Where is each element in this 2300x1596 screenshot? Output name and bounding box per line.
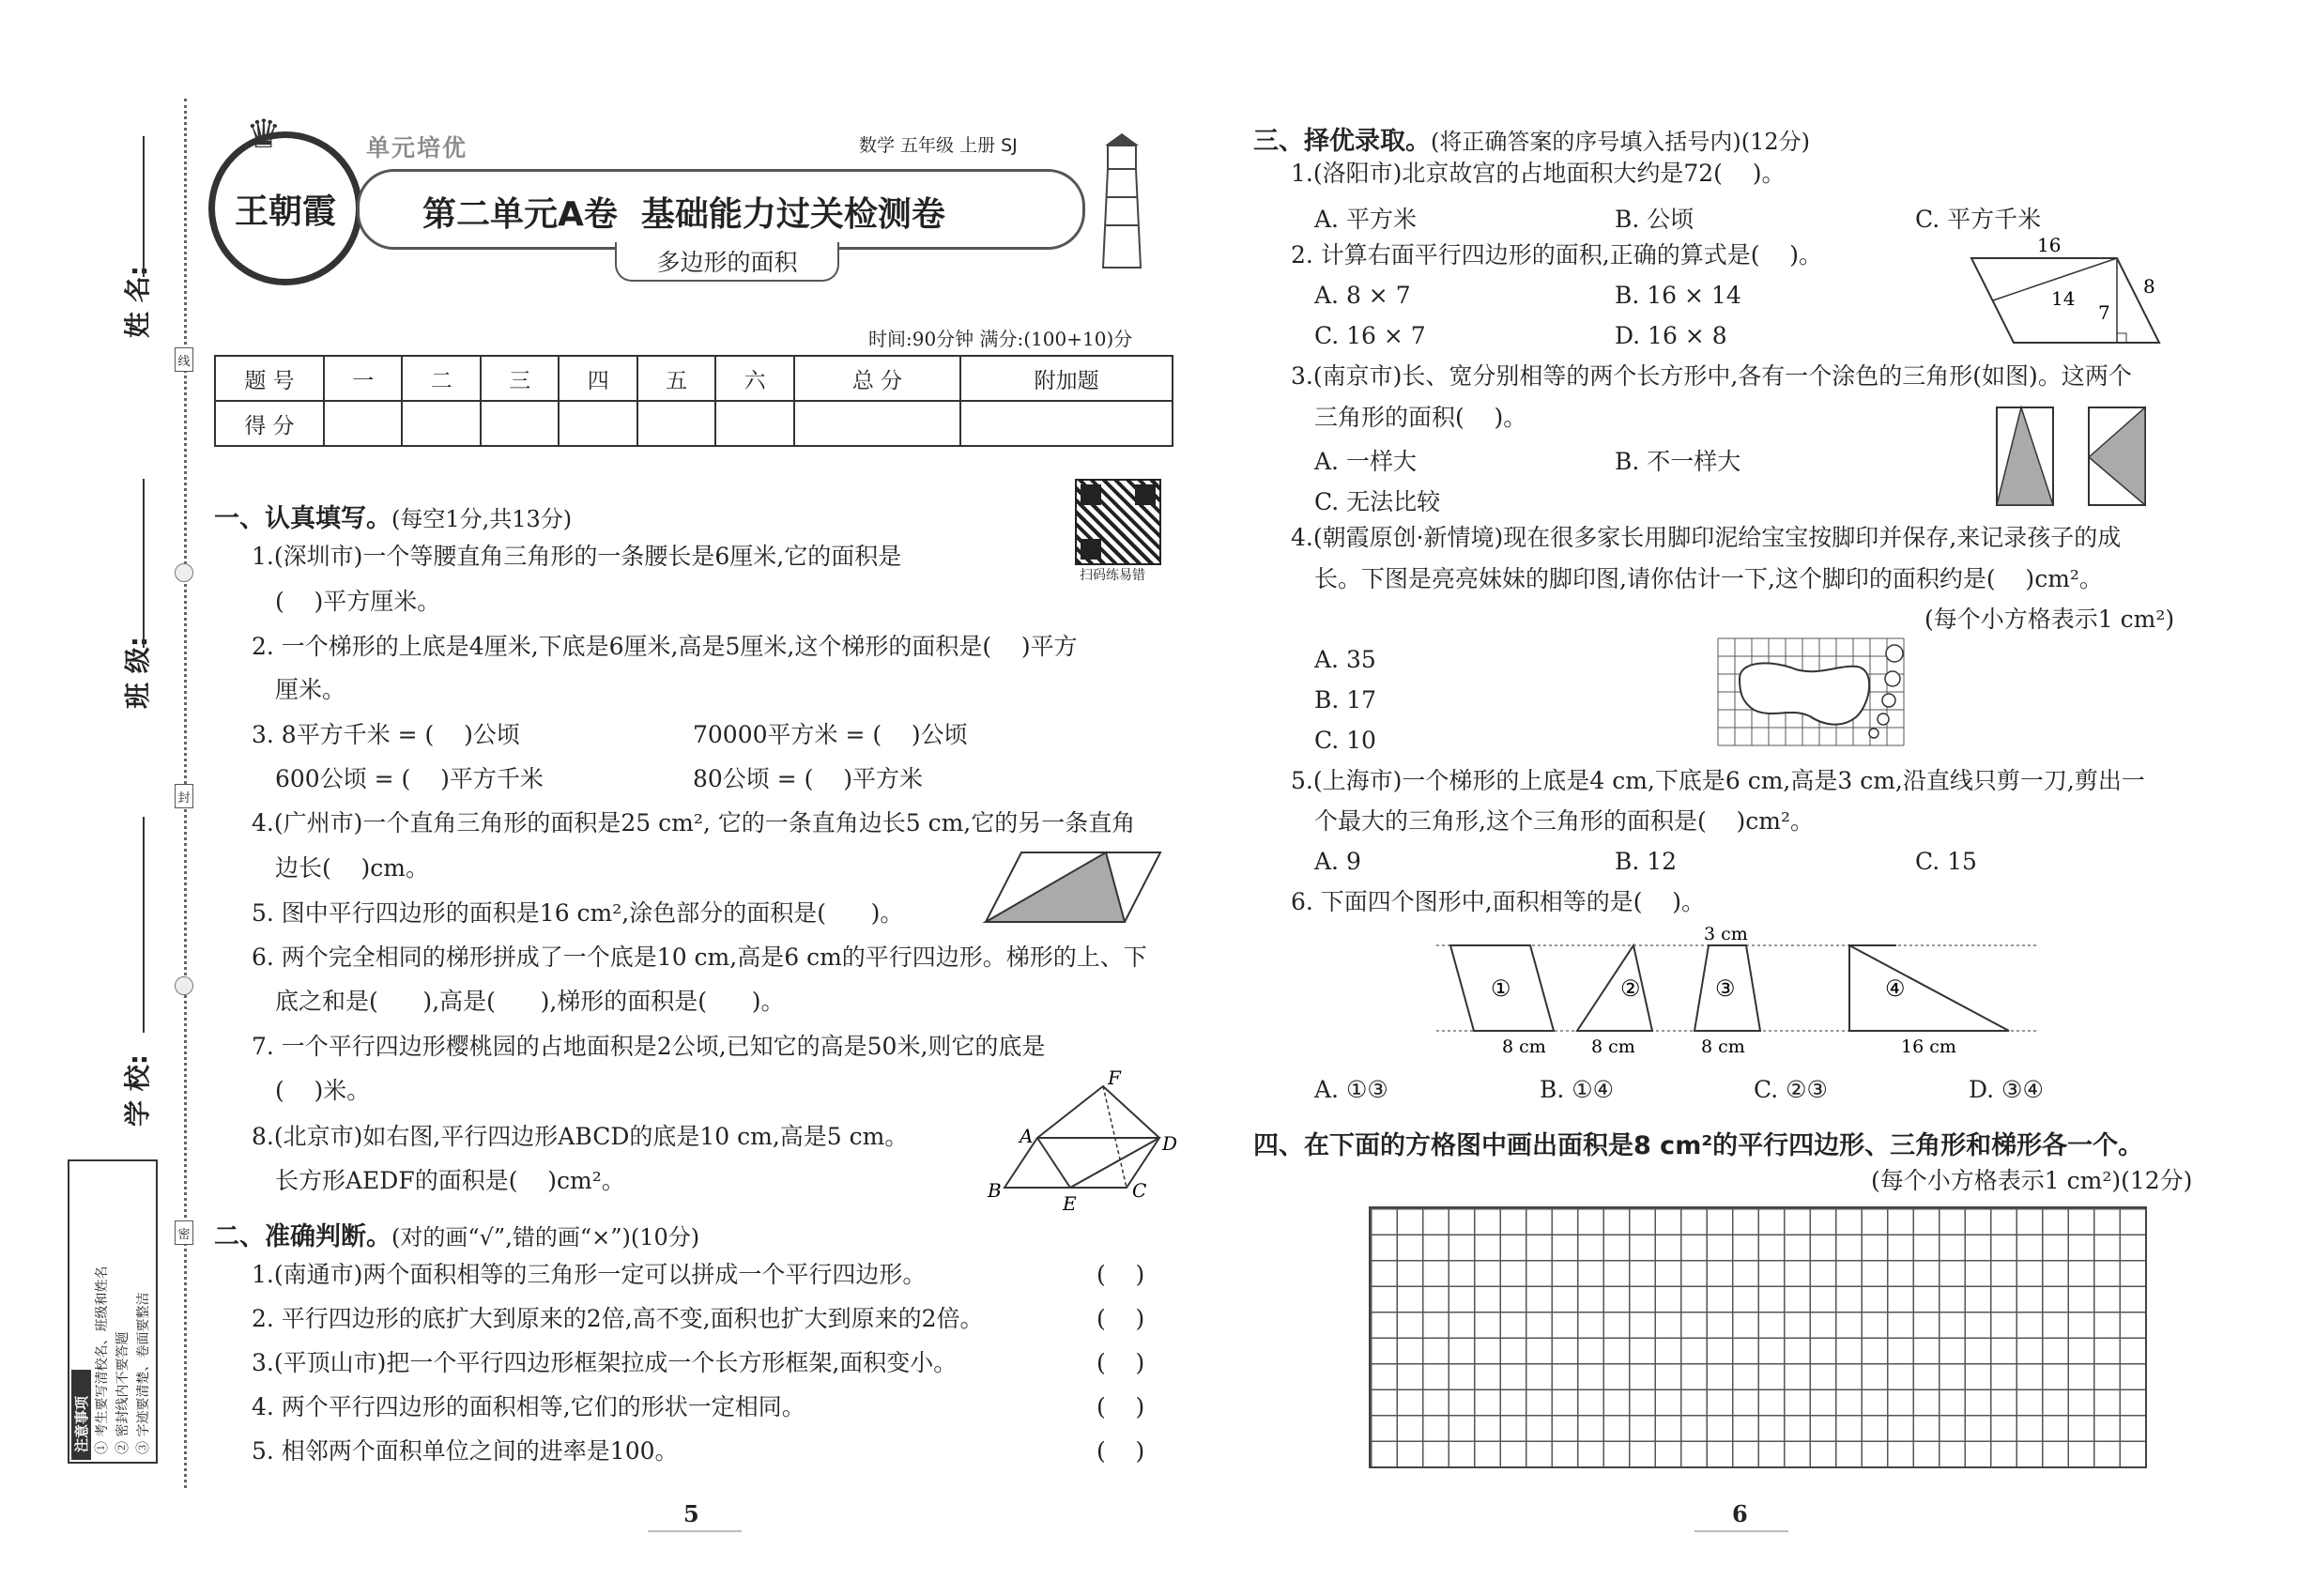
s3-q6-option: B. ①④: [1540, 1076, 1615, 1103]
score-value-row: [215, 401, 1173, 446]
s3-q3: 三角形的面积( )。: [1314, 404, 1527, 431]
s3-q6-option: A. ①③: [1314, 1076, 1388, 1103]
drawing-grid[interactable]: [1369, 1206, 2147, 1468]
notice-title: 注意事项: [71, 1370, 91, 1460]
fig8-label: D: [1162, 1132, 1178, 1155]
fig8-label: B: [988, 1179, 1002, 1202]
q6-bottom-label: 8 cm: [1591, 1036, 1635, 1057]
s3-q2-option: C. 16 × 7: [1314, 322, 1426, 349]
score-input-cell[interactable]: [637, 401, 715, 446]
footprint-grid-figure: [1716, 637, 1913, 747]
q6-bottom-label: 8 cm: [1701, 1036, 1745, 1057]
score-cell: 附加题: [960, 356, 1173, 401]
s3-q4-option: B. 17: [1314, 686, 1377, 714]
s3-q3-option: B. 不一样大: [1615, 448, 1741, 475]
section3-points: (将正确答案的序号填入括号内)(12分): [1431, 129, 1810, 155]
s3-q6-option: D. ③④: [1969, 1076, 2044, 1103]
s3-q4-note: (每个小方格表示1 cm²): [1924, 606, 2175, 633]
s1-q4: 边长( )cm。: [275, 854, 430, 882]
s1-q7: ( )米。: [275, 1077, 371, 1104]
s3-q4-option: A. 35: [1314, 646, 1376, 673]
class-line: [143, 479, 145, 648]
s3-q4-option: C. 10: [1314, 727, 1376, 754]
s3-q3: 3.(南京市)长、宽分别相等的两个长方形中,各有一个涂色的三角形(如图)。这两个: [1291, 362, 2132, 390]
school-label: 学 校:: [122, 1054, 153, 1127]
qr-code: [1075, 479, 1161, 565]
notice-item: ① 考生要写清校名、班级和姓名: [95, 1266, 110, 1454]
score-cell: 一: [324, 356, 402, 401]
name-label: 姓 名:: [122, 266, 153, 338]
s2-blank[interactable]: ( ): [1096, 1305, 1145, 1332]
section3-title: 三、择优录取。: [1253, 127, 1431, 156]
s3-q5: 5.(上海市)一个梯形的上底是4 cm,下底是6 cm,高是3 cm,沿直线只剪一刀,剪出一: [1291, 767, 2145, 794]
section1-title: 一、认真填写。: [214, 504, 391, 533]
s2-item: 5. 相邻两个面积单位之间的进率是100。: [252, 1437, 679, 1465]
q2-fig-label: 14: [2051, 287, 2076, 310]
q6-shape-num: ③: [1715, 975, 1736, 1002]
fig8-label: E: [1063, 1192, 1077, 1215]
page-title: 第二单元A卷 基础能力过关检测卷: [422, 195, 945, 234]
s3-q1-option: B. 公顷: [1615, 206, 1694, 233]
notice-box: [68, 1159, 158, 1464]
section2-points: (对的画“√”,错的画“×”)(10分): [391, 1224, 700, 1251]
s2-blank[interactable]: ( ): [1096, 1393, 1145, 1420]
s1-q2: 2. 一个梯形的上底是4厘米,下底是6厘米,高是5厘米,这个梯形的面积是( )平方: [252, 633, 1078, 660]
s1-q4: 4.(广州市)一个直角三角形的面积是25 cm², 它的一条直角边长5 cm,它的另一条直角: [252, 809, 1136, 836]
q2-fig-label: 16: [2037, 234, 2062, 256]
q2-parallelogram-figure: [1967, 235, 2164, 352]
notice-item: ② 密封线内不要答题: [115, 1331, 130, 1454]
logo: [208, 131, 362, 285]
s2-item: 1.(南通市)两个面积相等的三角形一定可以拼成一个平行四边形。: [252, 1261, 927, 1288]
q6-bottom-label: 8 cm: [1502, 1036, 1546, 1057]
s1-q3: 80公顷 = ( )平方米: [693, 765, 923, 792]
section1-points: (每空1分,共13分): [391, 506, 573, 532]
s2-item: 4. 两个平行四边形的面积相等,它们的形状一定相同。: [252, 1393, 805, 1420]
s3-q4: 4.(朝霞原创·新情境)现在很多家长用脚印泥给宝宝按脚印并保存,来记录孩子的成: [1291, 524, 2122, 551]
q6-shape-num: ④: [1885, 975, 1906, 1002]
score-cell: 二: [402, 356, 480, 401]
page-ornament: [1694, 1530, 1788, 1532]
s1-q3: 3. 8平方千米 = ( )公顷: [252, 721, 520, 748]
s1-q1: ( )平方厘米。: [275, 588, 441, 615]
section2-title: 二、准确判断。: [214, 1222, 391, 1251]
score-cell: 三: [481, 356, 559, 401]
score-header-row: [215, 356, 1173, 401]
s2-item: 3.(平顶山市)把一个平行四边形框架拉成一个长方形框架,面积变小。: [252, 1349, 958, 1376]
page-number-right: 6: [1732, 1500, 1748, 1527]
fig8-label: C: [1132, 1179, 1147, 1202]
s2-blank[interactable]: ( ): [1096, 1261, 1145, 1288]
s3-q5: 个最大的三角形,这个三角形的面积是( )cm²。: [1314, 807, 1814, 835]
score-input-cell[interactable]: [324, 401, 402, 446]
section2-heading: [214, 1216, 699, 1252]
bind-mark-mi: 密: [175, 1220, 193, 1245]
score-cell: 四: [559, 356, 636, 401]
s3-q5-option: A. 9: [1314, 848, 1361, 875]
parallelogram-figure: [984, 850, 1162, 925]
fig8-label: F: [1108, 1067, 1121, 1089]
section4-note: (每个小方格表示1 cm²)(12分): [1871, 1167, 2193, 1194]
q2-fig-label: 8: [2143, 275, 2155, 298]
section1-heading: [214, 498, 572, 534]
s1-q8: 8.(北京市)如右图,平行四边形ABCD的底是10 cm,高是5 cm。: [252, 1123, 909, 1150]
logo-text: 王朝霞: [234, 191, 336, 231]
section4-heading: 四、在下面的方格图中画出面积是8 cm²的平行四边形、三角形和梯形各一个。: [1253, 1131, 2144, 1160]
s3-q1-option: A. 平方米: [1314, 206, 1417, 233]
q6-shape-num: ①: [1491, 975, 1511, 1002]
score-input-cell[interactable]: [402, 401, 480, 446]
s3-q4: 长。下图是亮亮妹妹的脚印图,请你估计一下,这个脚印的面积约是( )cm²。: [1314, 565, 2103, 592]
score-input-cell[interactable]: [559, 401, 636, 446]
s1-q6: 6. 两个完全相同的梯形拼成了一个底是10 cm,高是6 cm的平行四边形。梯形的上、下: [252, 944, 1147, 971]
score-cell: 六: [715, 356, 793, 401]
s3-q2-option: B. 16 × 14: [1615, 282, 1741, 309]
s1-q7: 7. 一个平行四边形樱桃园的占地面积是2公顷,已知它的高是50米,则它的底是: [252, 1033, 1046, 1060]
s3-q6-option: C. ②③: [1754, 1076, 1828, 1103]
margin-ornament: [175, 976, 193, 995]
qr-caption: 扫码练易错: [1080, 568, 1145, 583]
q2-fig-label: 7: [2098, 301, 2110, 324]
s1-q5: 5. 图中平行四边形的面积是16 cm²,涂色部分的面积是( )。: [252, 899, 904, 927]
subtitle-tab: [615, 242, 839, 282]
score-cell: 五: [637, 356, 715, 401]
class-label: 班 级:: [122, 637, 153, 709]
s1-q6: 底之和是( ),高是( ),梯形的面积是( )。: [275, 988, 785, 1015]
s2-blank[interactable]: ( ): [1096, 1437, 1145, 1465]
notice-item: ③ 字迹要清楚、卷面要整洁: [136, 1292, 151, 1454]
s1-q3: 70000平方米 = ( )公顷: [693, 721, 968, 748]
s1-q3: 600公顷 = ( )平方千米: [275, 765, 544, 792]
page-ornament: [648, 1530, 742, 1532]
time-info: 时间:90分钟 满分:(100+10)分: [868, 328, 1133, 350]
s1-q2: 厘米。: [275, 676, 346, 703]
score-cell: 总 分: [794, 356, 960, 401]
s3-q6: 6. 下面四个图形中,面积相等的是( )。: [1291, 888, 1706, 915]
fig8-label: A: [1020, 1125, 1034, 1147]
s3-q2-option: D. 16 × 8: [1615, 322, 1727, 349]
lighthouse-icon: [1084, 131, 1159, 272]
margin-ornament: [175, 563, 193, 582]
score-input-cell[interactable]: [715, 401, 793, 446]
s3-q3-option: C. 无法比较: [1314, 488, 1441, 515]
q6-top-label: 3 cm: [1704, 924, 1748, 944]
crown-icon: ♛: [246, 111, 282, 157]
section3-heading: [1253, 120, 1810, 157]
bind-mark-feng: 封: [175, 784, 193, 808]
school-line: [143, 817, 145, 1033]
score-table: [214, 355, 1173, 447]
s2-item: 2. 平行四边形的底扩大到原来的2倍,高不变,面积也扩大到原来的2倍。: [252, 1305, 984, 1332]
score-cell: 得 分: [215, 401, 324, 446]
q6-shape-num: ②: [1620, 975, 1641, 1002]
s3-q2: 2. 计算右面平行四边形的面积,正确的算式是( )。: [1291, 241, 1823, 269]
s3-q1-option: C. 平方千米: [1915, 206, 2042, 233]
four-shapes-figure: [1436, 925, 2037, 1056]
subtitle: 多边形的面积: [656, 249, 798, 276]
s3-q1: 1.(洛阳市)北京故宫的占地面积大约是72( )。: [1291, 160, 1786, 187]
s1-q1: 1.(深圳市)一个等腰直角三角形的一条腰长是6厘米,它的面积是: [252, 543, 902, 570]
s3-q2-option: A. 8 × 7: [1314, 282, 1411, 309]
s2-blank[interactable]: ( ): [1096, 1349, 1145, 1376]
s3-q3-option: A. 一样大: [1314, 448, 1417, 475]
q3-rectangles-figure: [1995, 406, 2154, 509]
bind-mark-xian: 线: [175, 347, 193, 372]
name-line: [143, 136, 145, 277]
subject-info: 数学 五年级 上册 SJ: [859, 135, 1018, 156]
s3-q5-option: C. 15: [1915, 848, 1977, 875]
score-input-cell[interactable]: [794, 401, 960, 446]
series-label: 单元培优: [366, 134, 468, 161]
score-cell: 题 号: [215, 356, 324, 401]
score-input-cell[interactable]: [960, 401, 1173, 446]
s1-q8: 长方形AEDF的面积是( )cm²。: [275, 1167, 625, 1194]
score-input-cell[interactable]: [481, 401, 559, 446]
q6-bottom-label: 16 cm: [1901, 1036, 1956, 1057]
page-number-left: 5: [683, 1500, 699, 1527]
s3-q5-option: B. 12: [1615, 848, 1678, 875]
abcd-figure: [967, 1066, 1178, 1216]
